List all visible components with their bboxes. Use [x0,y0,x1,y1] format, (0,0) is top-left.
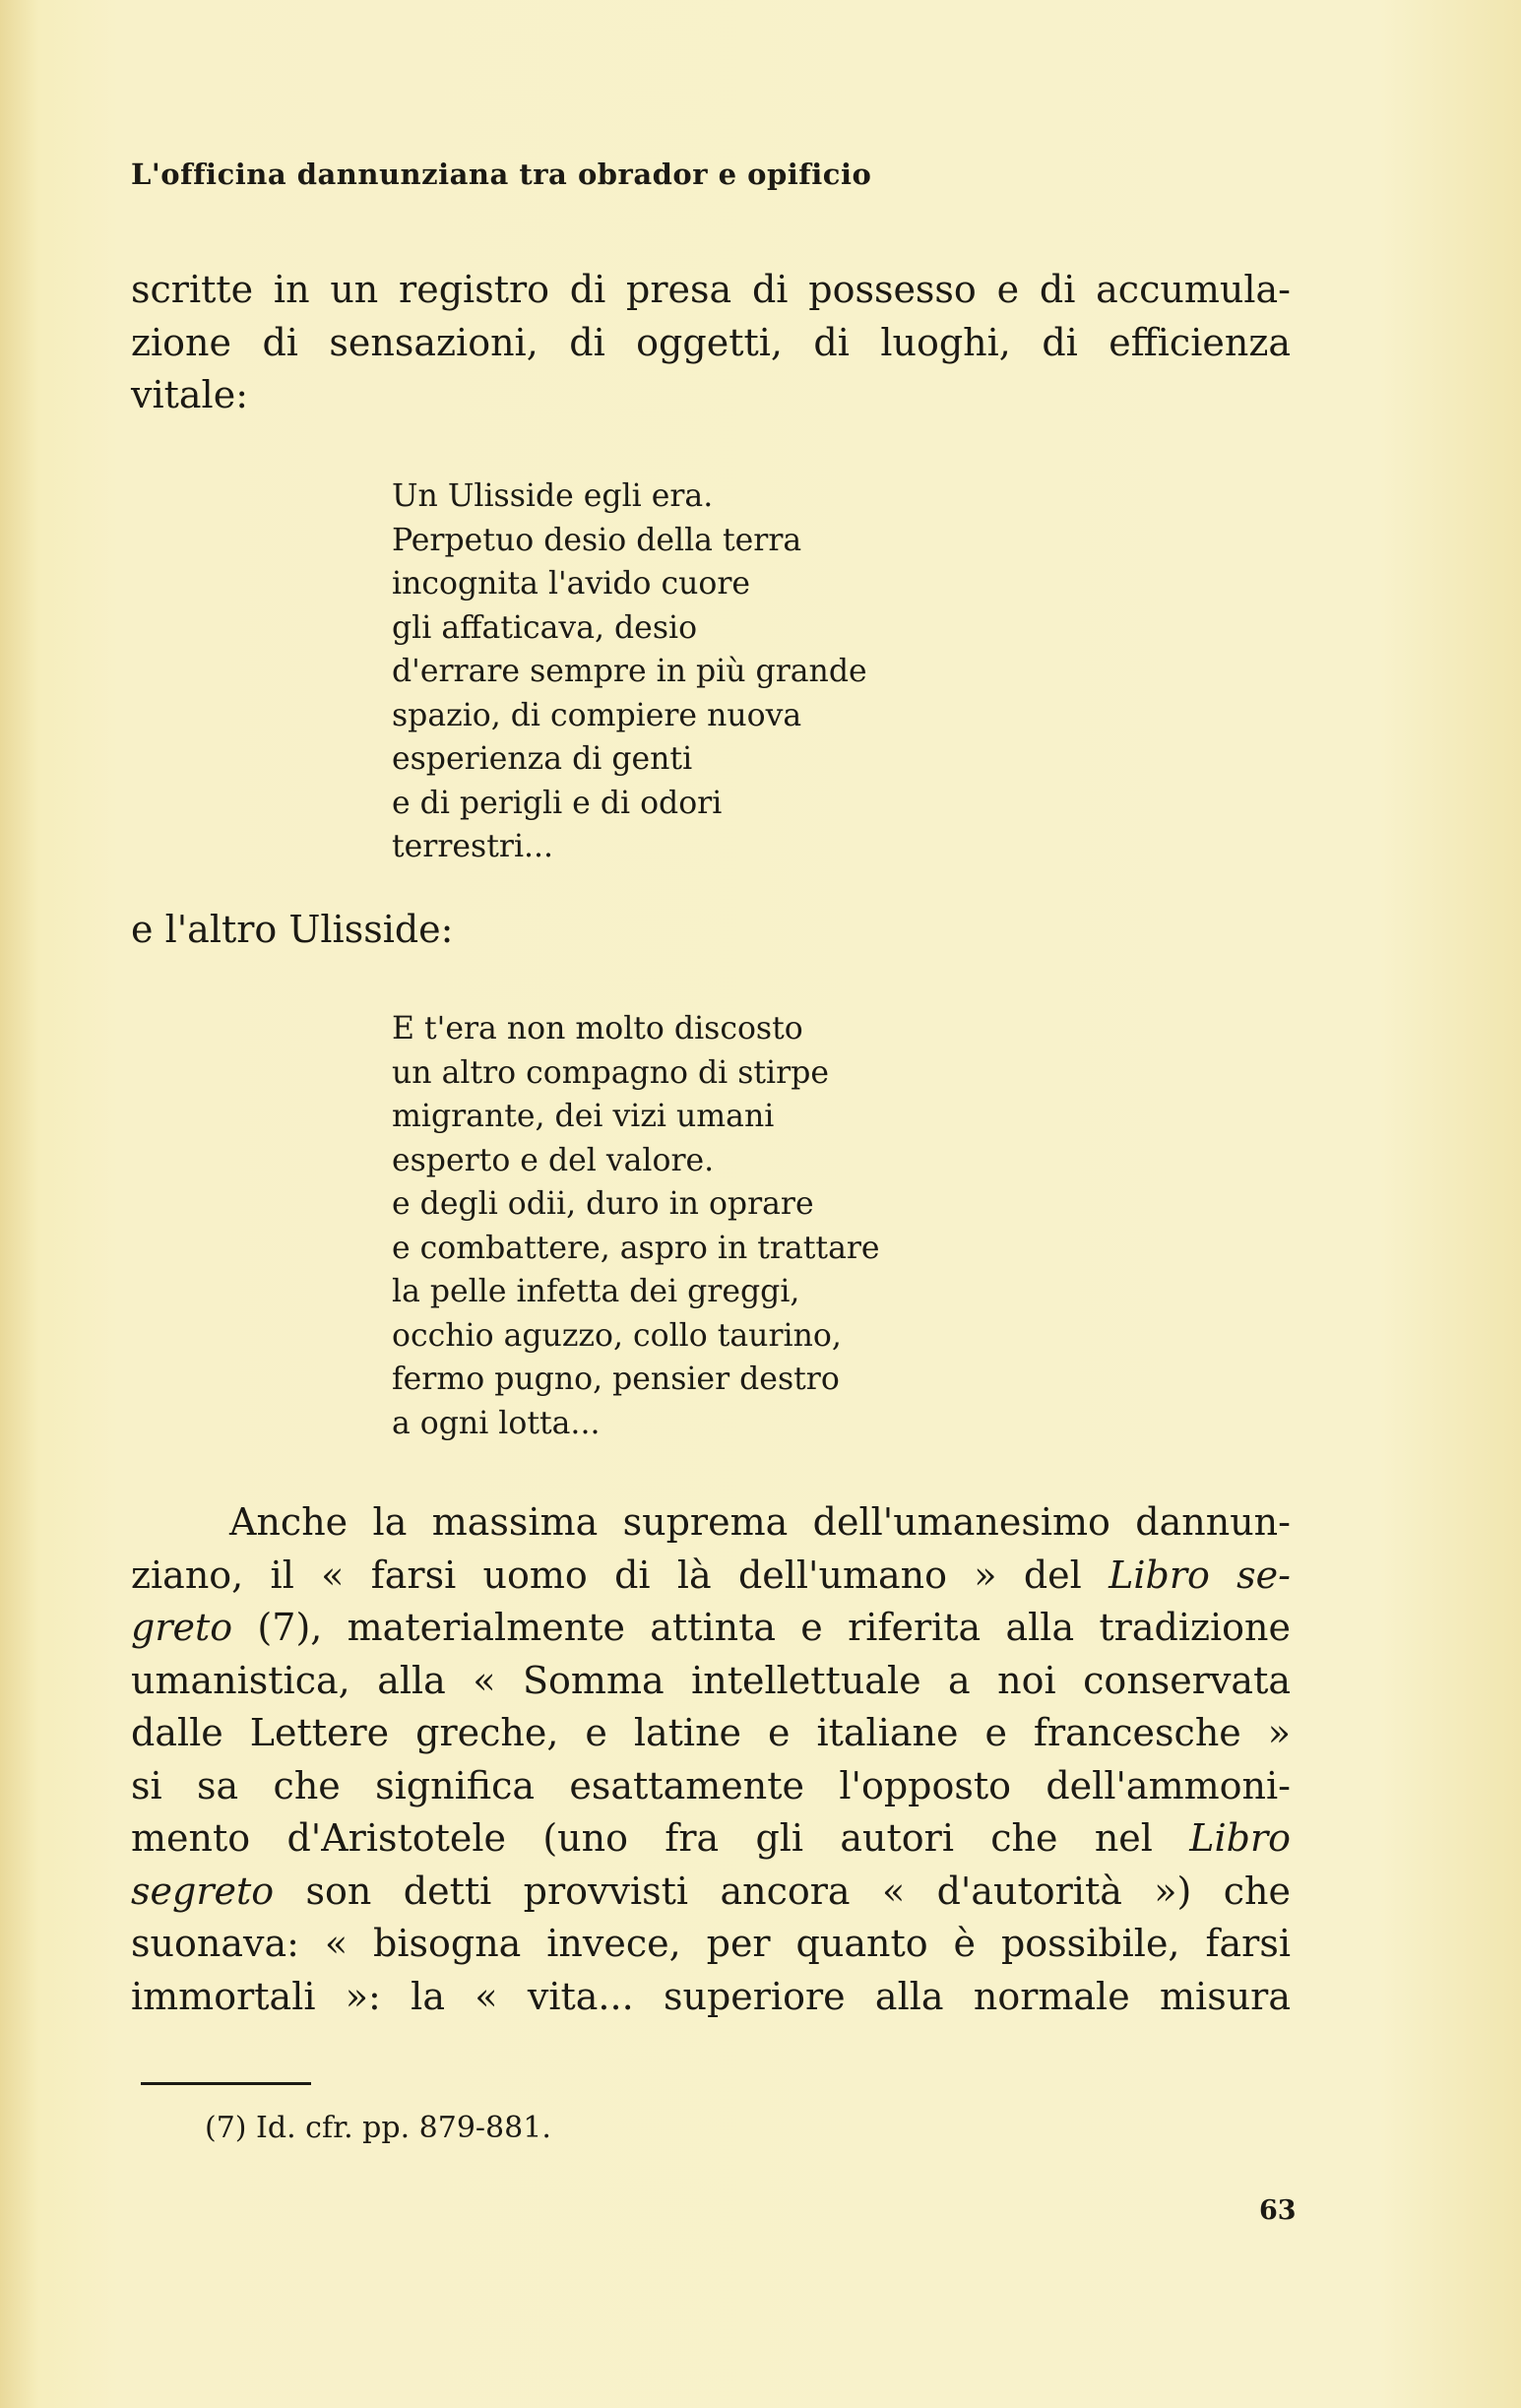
text-line: ziano, il « farsi uomo di là dell'umano » del Libro se- [131,1553,1291,1597]
running-header: L'officina dannunziana tra obrador e opificio [131,158,872,191]
verse-line: esperto e del valore. [392,1142,715,1178]
verse-line: incognita l'avido cuore [392,566,751,602]
text-line: segreto son detti provvisti ancora « d'autorità ») che [131,1869,1291,1913]
verse-line: d'errare sempre in più grande [392,654,867,689]
page-number: 63 [1259,2195,1297,2226]
text-line: immortali »: la « vita... superiore alla normale misura [131,1974,1291,2018]
verse-line: spazio, di compiere nuova [392,697,802,733]
verse-line: E t'era non molto discosto [392,1011,803,1046]
verse-line: fermo pugno, pensier destro [392,1362,840,1397]
text-line: scritte in un registro di presa di possesso e di accumula- [131,268,1291,311]
verse-quote-1 [392,475,867,869]
verse-line: e degli odii, duro in oprare [392,1186,814,1222]
text-line: Anche la massima suprema dell'umanesimo dannun- [229,1500,1291,1544]
text-line: suonava: « bisogna invece, per quanto è possibile, farsi [131,1922,1291,1965]
verse-line: migrante, dei vizi umani [392,1099,775,1134]
verse-line: la pelle infetta dei greggi, [392,1274,800,1309]
bridge-line [131,904,1291,957]
verse-line: occhio aguzzo, collo taurino, [392,1317,842,1354]
text-line: mento d'Aristotele (uno fra gli autori che nel Libro [131,1816,1291,1860]
verse-line: e combattere, aspro in trattare [392,1230,880,1266]
verse-line: esperienza di genti [392,741,693,777]
text-line: umanistica, alla « Somma intellettuale a noi conservata [131,1658,1291,1702]
text-line: vitale: [131,373,248,416]
text-line: greto (7), materialmente attinta e riferita alla tradizione [131,1606,1291,1649]
verse-line: terrestri... [392,829,554,864]
footnote: (7) Id. cfr. pp. 879-881. [205,2111,551,2145]
verse-line: gli affaticava, desio [392,609,698,646]
text-line: e l'altro Ulisside: [131,908,454,951]
footnote-rule [141,2082,311,2085]
text-line: si sa che significa esattamente l'opposto dell'ammoni- [131,1763,1291,1807]
text-line: zione di sensazioni, di oggetti, di luoghi, di efficienza [131,320,1291,364]
verse-line: e di perigli e di odori [392,785,723,821]
verse-line: Perpetuo desio della terra [392,522,802,558]
verse-quote-2 [392,1007,880,1445]
verse-line: Un Ulisside egli era. [392,478,714,514]
text-line: dalle Lettere greche, e latine e italiane e francesche » [131,1711,1291,1754]
verse-line: un altro compagno di stirpe [392,1054,829,1091]
verse-line: a ogni lotta... [392,1405,601,1441]
intro-paragraph [131,264,1291,422]
body-paragraph [131,1496,1291,2023]
